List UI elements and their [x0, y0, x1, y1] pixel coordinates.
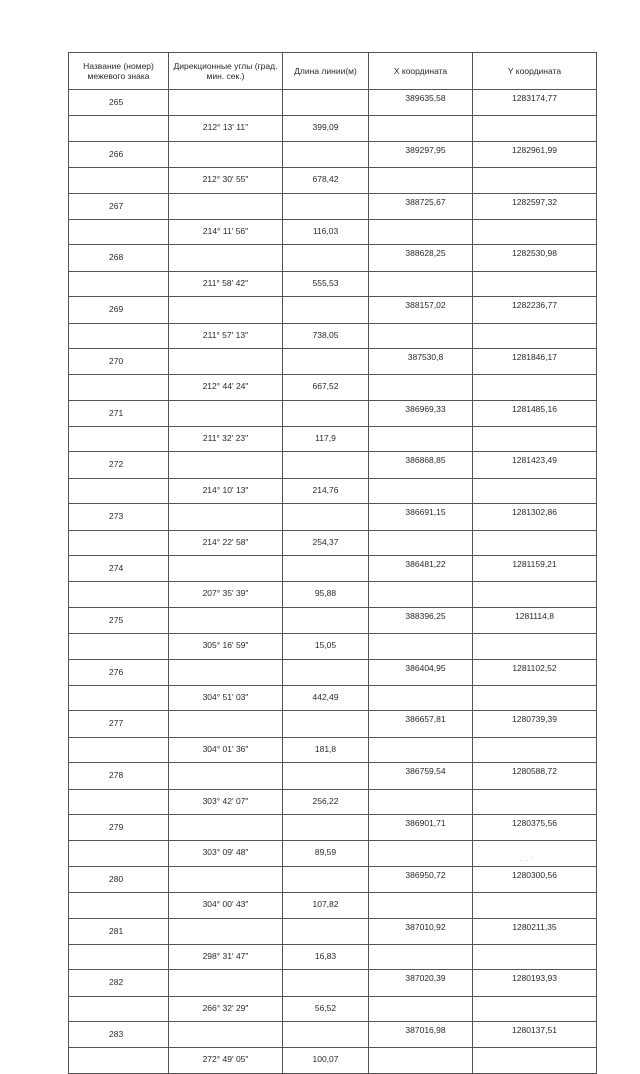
empty-cell — [69, 685, 169, 710]
table-row-segment — [69, 478, 597, 503]
empty-cell — [69, 789, 169, 814]
empty-cell — [169, 193, 283, 219]
table-row-point — [69, 607, 597, 633]
empty-cell — [283, 918, 369, 944]
table-row-point — [69, 556, 597, 582]
empty-cell — [369, 375, 473, 400]
empty-cell — [283, 607, 369, 633]
table-row-point — [69, 918, 597, 944]
empty-cell — [169, 504, 283, 530]
table-row-point — [69, 970, 597, 996]
direction-angle-cell: 211° 32' 23" — [169, 427, 283, 452]
x-coordinate-cell: 388157,02 — [369, 297, 473, 323]
table-row-point — [69, 659, 597, 685]
empty-cell — [473, 271, 597, 296]
empty-cell — [369, 478, 473, 503]
direction-angle-cell: 212° 30' 55" — [169, 168, 283, 193]
empty-cell — [283, 193, 369, 219]
empty-cell — [69, 841, 169, 866]
table-row-point — [69, 763, 597, 789]
empty-cell — [169, 1022, 283, 1048]
line-length-cell: 555,53 — [283, 271, 369, 296]
x-coordinate-cell: 386759,54 — [369, 763, 473, 789]
empty-cell — [473, 168, 597, 193]
direction-angle-cell: 214° 10' 13" — [169, 478, 283, 503]
line-length-cell: 89,59 — [283, 841, 369, 866]
empty-cell — [69, 1048, 169, 1073]
line-length-cell: 15,05 — [283, 634, 369, 659]
table-row-point — [69, 348, 597, 374]
empty-cell — [369, 737, 473, 762]
empty-cell — [473, 685, 597, 710]
direction-angle-cell: 212° 44' 24" — [169, 375, 283, 400]
marker-name-cell: 271 — [69, 400, 169, 426]
table-row-point — [69, 504, 597, 530]
empty-cell — [473, 427, 597, 452]
y-coordinate-cell: 1282597,32 — [473, 193, 597, 219]
empty-cell — [473, 841, 597, 866]
empty-cell — [169, 659, 283, 685]
empty-cell — [369, 427, 473, 452]
table-body — [69, 90, 597, 1074]
x-coordinate-cell: 389297,95 — [369, 141, 473, 167]
empty-cell — [283, 141, 369, 167]
empty-cell — [169, 918, 283, 944]
empty-cell — [473, 323, 597, 348]
line-length-cell: 116,03 — [283, 219, 369, 244]
empty-cell — [169, 297, 283, 323]
direction-angle-cell: 304° 01' 36" — [169, 737, 283, 762]
marker-name-cell: 280 — [69, 866, 169, 892]
x-coordinate-cell: 386950,72 — [369, 866, 473, 892]
table-row-point — [69, 814, 597, 840]
direction-angle-cell: 303° 09' 48" — [169, 841, 283, 866]
table-row-segment — [69, 530, 597, 555]
direction-angle-cell: 272° 49' 05" — [169, 1048, 283, 1073]
empty-cell — [473, 996, 597, 1021]
empty-cell — [69, 996, 169, 1021]
x-coordinate-cell: 386691,15 — [369, 504, 473, 530]
empty-cell — [473, 634, 597, 659]
table-row-segment — [69, 789, 597, 814]
empty-cell — [283, 90, 369, 116]
empty-cell — [69, 375, 169, 400]
direction-angle-cell: 211° 58' 42" — [169, 271, 283, 296]
line-length-cell: 256,22 — [283, 789, 369, 814]
empty-cell — [369, 996, 473, 1021]
empty-cell — [169, 452, 283, 478]
empty-cell — [369, 219, 473, 244]
empty-cell — [169, 400, 283, 426]
empty-cell — [283, 504, 369, 530]
empty-cell — [283, 245, 369, 271]
line-length-cell: 214,76 — [283, 478, 369, 503]
boundary-coordinates-table — [68, 52, 597, 1074]
x-coordinate-cell: 387010,92 — [369, 918, 473, 944]
marker-name-cell: 279 — [69, 814, 169, 840]
empty-cell — [369, 944, 473, 969]
empty-cell — [369, 1048, 473, 1073]
table-row-point — [69, 297, 597, 323]
y-coordinate-cell: 1281485,16 — [473, 400, 597, 426]
table-row-segment — [69, 685, 597, 710]
marker-name-cell: 265 — [69, 90, 169, 116]
y-coordinate-cell: 1280211,35 — [473, 918, 597, 944]
empty-cell — [283, 400, 369, 426]
empty-cell — [473, 530, 597, 555]
x-coordinate-cell: 389635,58 — [369, 90, 473, 116]
direction-angle-cell: 305° 16' 59" — [169, 634, 283, 659]
header-marker-name: Название (номер) межевого знака — [69, 53, 169, 90]
line-length-cell: 117,9 — [283, 427, 369, 452]
empty-cell — [69, 634, 169, 659]
y-coordinate-cell: 1280375,56 — [473, 814, 597, 840]
empty-cell — [69, 478, 169, 503]
direction-angle-cell: 304° 00' 43" — [169, 893, 283, 918]
marker-name-cell: 266 — [69, 141, 169, 167]
marker-name-cell: 273 — [69, 504, 169, 530]
y-coordinate-cell: 1282530,98 — [473, 245, 597, 271]
empty-cell — [473, 737, 597, 762]
direction-angle-cell: 214° 22' 58" — [169, 530, 283, 555]
y-coordinate-cell: 1283174,77 — [473, 90, 597, 116]
empty-cell — [473, 478, 597, 503]
table-row-point — [69, 245, 597, 271]
line-length-cell: 442,49 — [283, 685, 369, 710]
x-coordinate-cell: 386481,22 — [369, 556, 473, 582]
empty-cell — [69, 427, 169, 452]
empty-cell — [473, 789, 597, 814]
x-coordinate-cell: 386404,95 — [369, 659, 473, 685]
empty-cell — [369, 582, 473, 607]
y-coordinate-cell: 1281159,21 — [473, 556, 597, 582]
line-length-cell: 100,07 — [283, 1048, 369, 1073]
empty-cell — [69, 944, 169, 969]
line-length-cell: 95,88 — [283, 582, 369, 607]
empty-cell — [69, 323, 169, 348]
empty-cell — [169, 348, 283, 374]
empty-cell — [283, 297, 369, 323]
table-row-point — [69, 866, 597, 892]
empty-cell — [69, 271, 169, 296]
marker-name-cell: 283 — [69, 1022, 169, 1048]
y-coordinate-cell: 1281102,52 — [473, 659, 597, 685]
line-length-cell: 181,8 — [283, 737, 369, 762]
empty-cell — [169, 866, 283, 892]
empty-cell — [473, 219, 597, 244]
x-coordinate-cell: 386901,71 — [369, 814, 473, 840]
marker-name-cell: 277 — [69, 711, 169, 737]
empty-cell — [369, 841, 473, 866]
table-row-segment — [69, 271, 597, 296]
empty-cell — [169, 556, 283, 582]
marker-name-cell: 282 — [69, 970, 169, 996]
table-row-segment — [69, 996, 597, 1021]
line-length-cell: 399,09 — [283, 116, 369, 141]
empty-cell — [473, 1048, 597, 1073]
table-row-segment — [69, 582, 597, 607]
line-length-cell: 667,52 — [283, 375, 369, 400]
header-x-coordinate: X координата — [369, 53, 473, 90]
marker-name-cell: 278 — [69, 763, 169, 789]
empty-cell — [369, 271, 473, 296]
table-row-point — [69, 711, 597, 737]
x-coordinate-cell: 386657,81 — [369, 711, 473, 737]
y-coordinate-cell: 1280137,51 — [473, 1022, 597, 1048]
y-coordinate-cell: 1281423,49 — [473, 452, 597, 478]
direction-angle-cell: 304° 51' 03" — [169, 685, 283, 710]
table-row-point — [69, 452, 597, 478]
header-line-length: Длина линии(м) — [283, 53, 369, 90]
x-coordinate-cell: 388628,25 — [369, 245, 473, 271]
empty-cell — [473, 893, 597, 918]
table-row-segment — [69, 219, 597, 244]
x-coordinate-cell: 386868,85 — [369, 452, 473, 478]
marker-name-cell: 267 — [69, 193, 169, 219]
table-row-segment — [69, 893, 597, 918]
table-row-segment — [69, 841, 597, 866]
marker-name-cell: 270 — [69, 348, 169, 374]
empty-cell — [283, 866, 369, 892]
empty-cell — [369, 323, 473, 348]
empty-cell — [283, 814, 369, 840]
empty-cell — [369, 789, 473, 814]
empty-cell — [69, 530, 169, 555]
table-row-segment — [69, 737, 597, 762]
empty-cell — [69, 168, 169, 193]
coordinates-document — [68, 52, 596, 1074]
empty-cell — [169, 245, 283, 271]
line-length-cell: 678,42 — [283, 168, 369, 193]
empty-cell — [283, 1022, 369, 1048]
table-row-segment — [69, 1048, 597, 1073]
direction-angle-cell: 212° 13' 11" — [169, 116, 283, 141]
x-coordinate-cell: 388396,25 — [369, 607, 473, 633]
x-coordinate-cell: 387016,98 — [369, 1022, 473, 1048]
empty-cell — [169, 607, 283, 633]
empty-cell — [369, 116, 473, 141]
direction-angle-cell: 298° 31' 47" — [169, 944, 283, 969]
table-header-row — [69, 53, 597, 90]
direction-angle-cell: 303° 42' 07" — [169, 789, 283, 814]
table-row-point — [69, 90, 597, 116]
empty-cell — [169, 711, 283, 737]
empty-cell — [169, 814, 283, 840]
table-row-segment — [69, 375, 597, 400]
empty-cell — [473, 116, 597, 141]
table-row-point — [69, 141, 597, 167]
empty-cell — [473, 944, 597, 969]
empty-cell — [283, 348, 369, 374]
table-row-segment — [69, 323, 597, 348]
empty-cell — [169, 970, 283, 996]
empty-cell — [69, 737, 169, 762]
y-coordinate-cell: 1280300,56 — [473, 866, 597, 892]
empty-cell — [283, 452, 369, 478]
header-direction-angle: Дирекционные углы (град. мин. сек.) — [169, 53, 283, 90]
empty-cell — [283, 659, 369, 685]
marker-name-cell: 281 — [69, 918, 169, 944]
table-row-point — [69, 400, 597, 426]
marker-name-cell: 276 — [69, 659, 169, 685]
x-coordinate-cell: 387530,8 — [369, 348, 473, 374]
empty-cell — [169, 90, 283, 116]
empty-cell — [473, 375, 597, 400]
scan-artifact: · · ˙ — [520, 855, 534, 865]
marker-name-cell: 275 — [69, 607, 169, 633]
line-length-cell: 107,82 — [283, 893, 369, 918]
y-coordinate-cell: 1281302,86 — [473, 504, 597, 530]
table-row-point — [69, 1022, 597, 1048]
y-coordinate-cell: 1280588,72 — [473, 763, 597, 789]
empty-cell — [369, 893, 473, 918]
empty-cell — [283, 970, 369, 996]
y-coordinate-cell: 1281846,17 — [473, 348, 597, 374]
marker-name-cell: 269 — [69, 297, 169, 323]
empty-cell — [369, 685, 473, 710]
direction-angle-cell: 211° 57' 13" — [169, 323, 283, 348]
table-row-segment — [69, 634, 597, 659]
empty-cell — [283, 556, 369, 582]
x-coordinate-cell: 388725,67 — [369, 193, 473, 219]
empty-cell — [169, 763, 283, 789]
direction-angle-cell: 266° 32' 29" — [169, 996, 283, 1021]
direction-angle-cell: 214° 11' 56" — [169, 219, 283, 244]
table-row-segment — [69, 168, 597, 193]
table-row-segment — [69, 116, 597, 141]
line-length-cell: 56,52 — [283, 996, 369, 1021]
y-coordinate-cell: 1280193,93 — [473, 970, 597, 996]
header-y-coordinate: Y координата — [473, 53, 597, 90]
table-row-segment — [69, 944, 597, 969]
empty-cell — [169, 141, 283, 167]
empty-cell — [69, 893, 169, 918]
x-coordinate-cell: 387020,39 — [369, 970, 473, 996]
empty-cell — [69, 116, 169, 141]
empty-cell — [473, 582, 597, 607]
line-length-cell: 254,37 — [283, 530, 369, 555]
empty-cell — [283, 763, 369, 789]
marker-name-cell: 272 — [69, 452, 169, 478]
empty-cell — [369, 530, 473, 555]
y-coordinate-cell: 1281114,8 — [473, 607, 597, 633]
empty-cell — [369, 168, 473, 193]
x-coordinate-cell: 386969,33 — [369, 400, 473, 426]
table-row-point — [69, 193, 597, 219]
marker-name-cell: 274 — [69, 556, 169, 582]
y-coordinate-cell: 1280739,39 — [473, 711, 597, 737]
line-length-cell: 738,05 — [283, 323, 369, 348]
marker-name-cell: 268 — [69, 245, 169, 271]
empty-cell — [69, 582, 169, 607]
y-coordinate-cell: 1282961,99 — [473, 141, 597, 167]
y-coordinate-cell: 1282236,77 — [473, 297, 597, 323]
empty-cell — [69, 219, 169, 244]
direction-angle-cell: 207° 35' 39" — [169, 582, 283, 607]
table-row-segment — [69, 427, 597, 452]
line-length-cell: 16,83 — [283, 944, 369, 969]
empty-cell — [283, 711, 369, 737]
empty-cell — [369, 634, 473, 659]
